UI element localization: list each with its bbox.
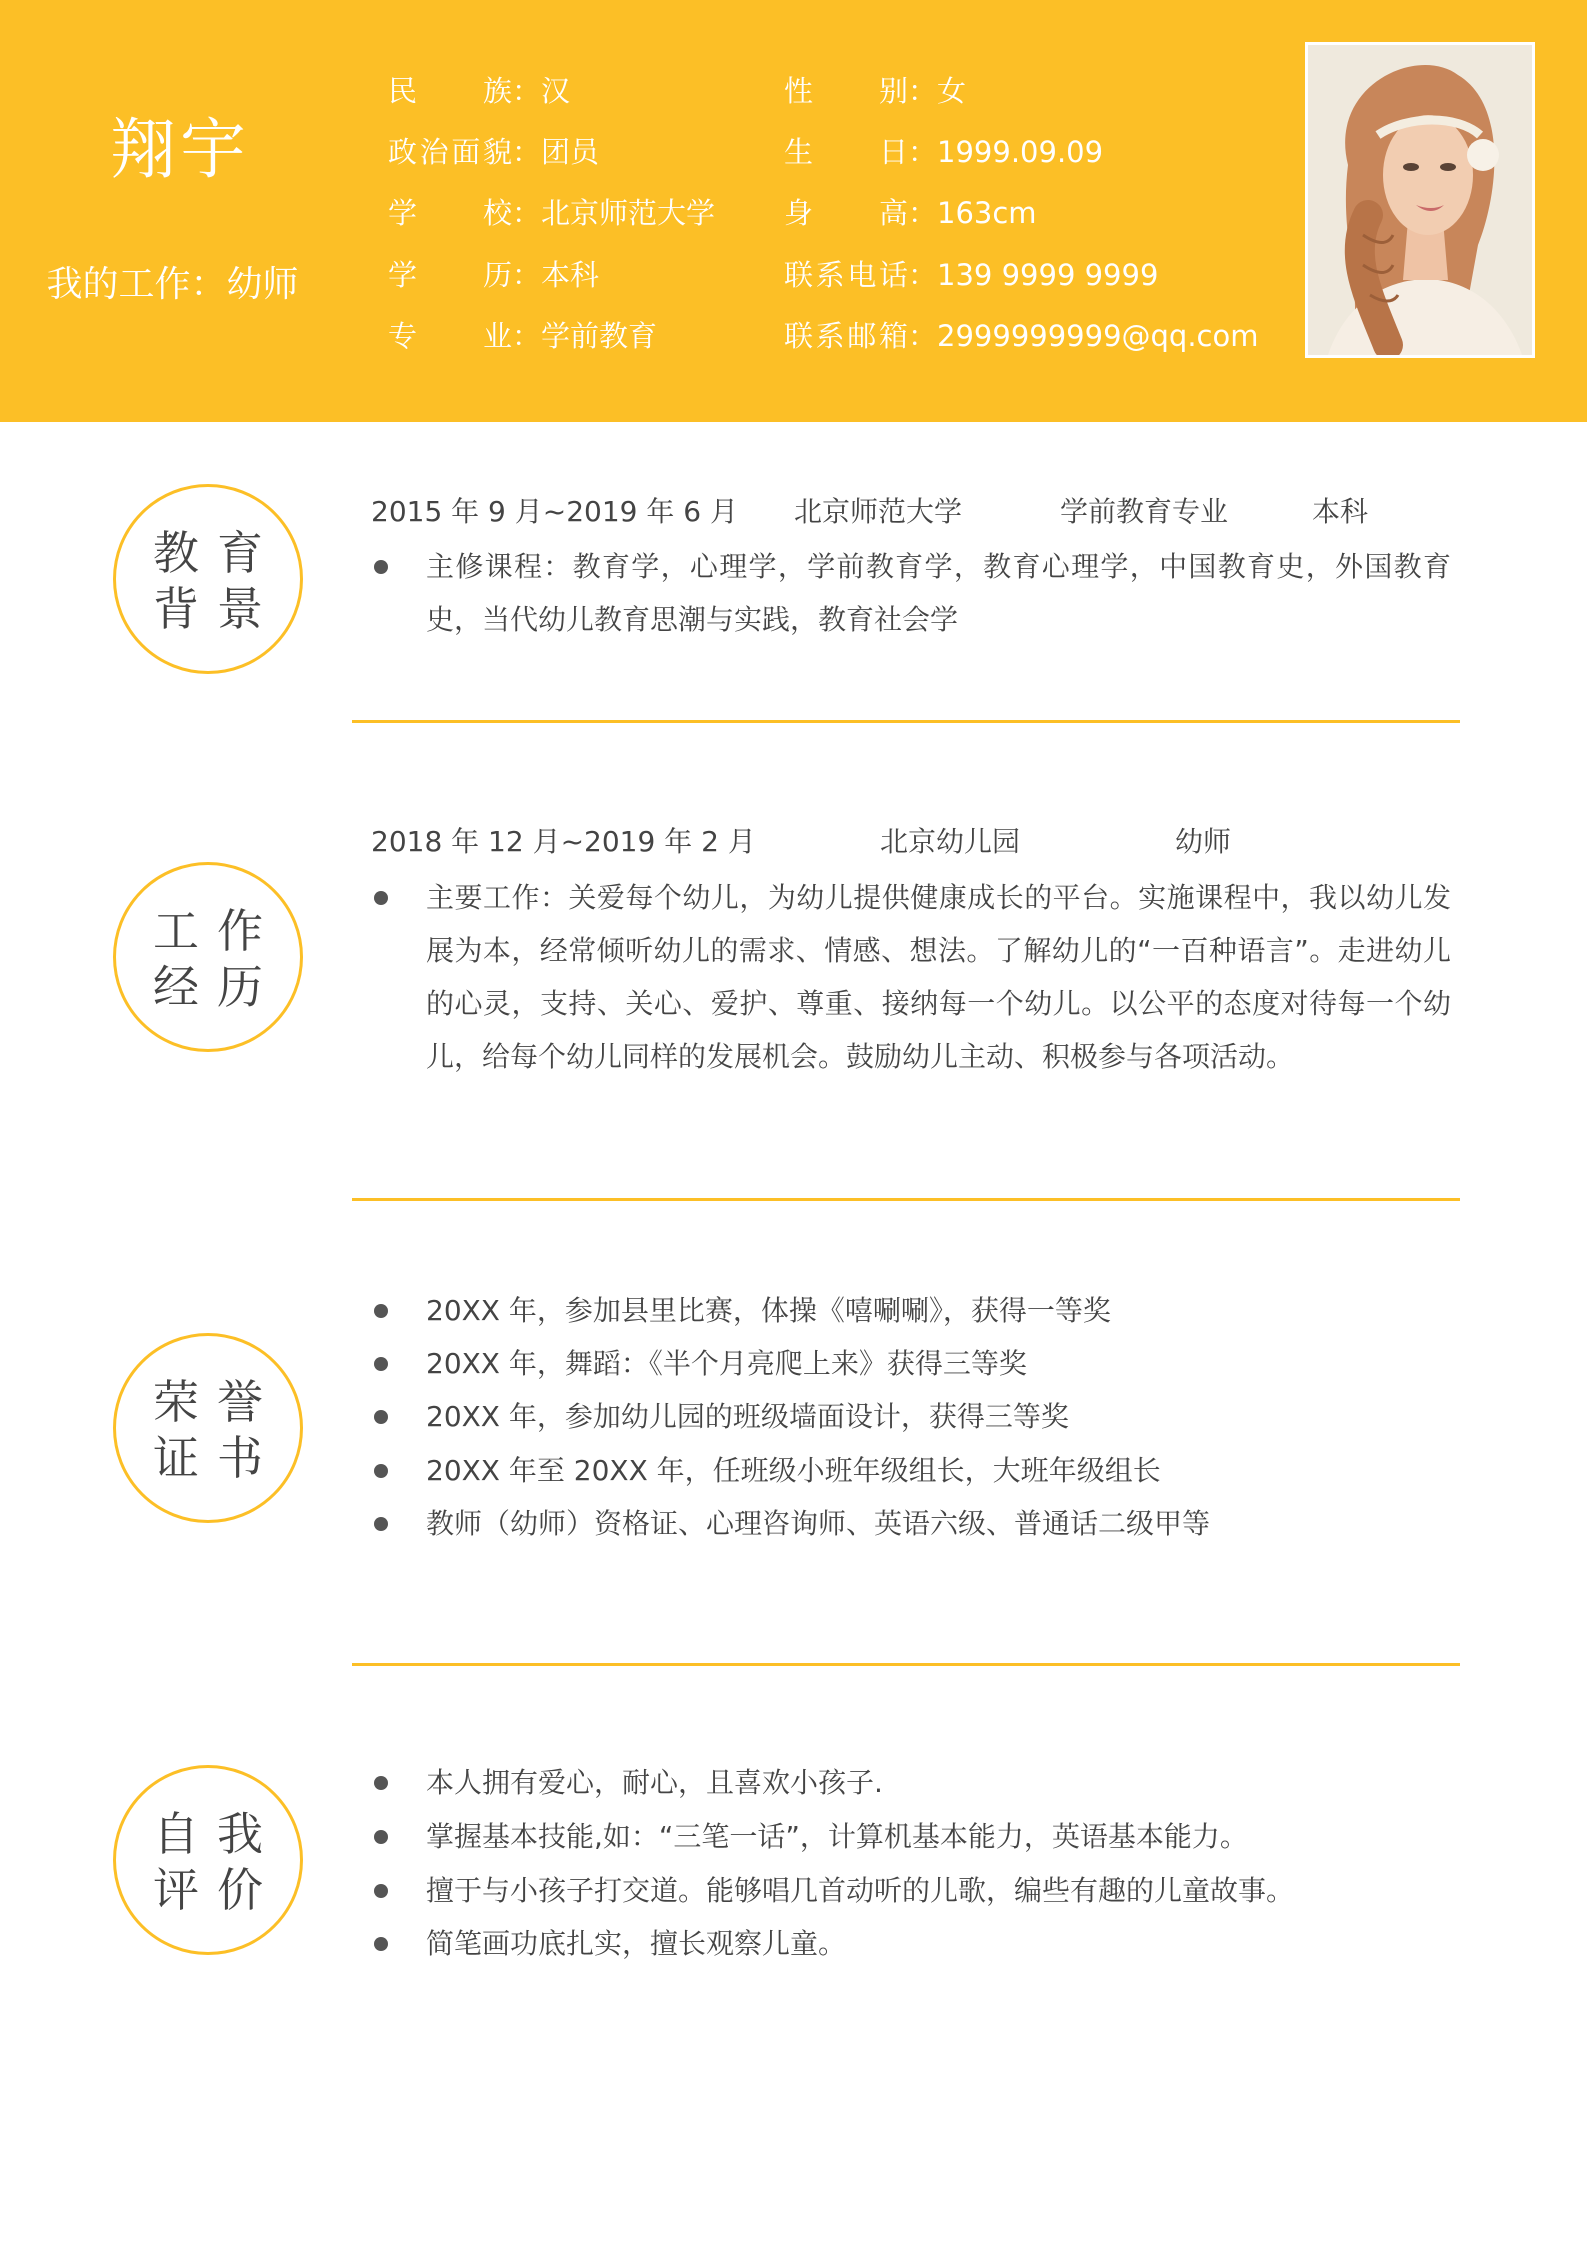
- info-phone: 联系电话：139 9999 9999: [784, 255, 1158, 295]
- bullet-dot: [374, 1884, 388, 1898]
- honor-item: 20XX 年，参加县里比赛，体操《嘻唰唰》，获得一等奖: [426, 1294, 1111, 1327]
- self-eval-item: 掌握基本技能,如：“三笔一话”，计算机基本能力，英语基本能力。: [426, 1820, 1248, 1853]
- section-divider: [352, 720, 1460, 723]
- honor-item: 20XX 年，参加幼儿园的班级墙面设计，获得三等奖: [426, 1400, 1069, 1433]
- self-eval-item: 简笔画功底扎实，擅长观察儿童。: [426, 1927, 847, 1960]
- section-title-line1: 自我: [153, 1807, 281, 1861]
- section-title-line1: 教育: [153, 526, 281, 580]
- section-badge-work: [113, 862, 303, 1052]
- education-school: 北京师范大学: [794, 495, 963, 528]
- info-value: 汉: [541, 74, 571, 108]
- info-value: 女: [937, 74, 967, 108]
- info-major: 专业：学前教育: [388, 316, 657, 356]
- info-birthday: 生日：1999.09.09: [784, 132, 1103, 172]
- info-political-status: 政治面貌：团员: [388, 132, 599, 172]
- info-degree: 学历：本科: [388, 255, 599, 295]
- section-title-line2: 经历: [153, 960, 281, 1014]
- education-degree: 本科: [1312, 495, 1369, 528]
- section-title-line1: 荣誉: [153, 1375, 281, 1429]
- section-title-line2: 评价: [153, 1863, 281, 1917]
- info-label: 性别: [784, 74, 908, 108]
- honor-item: 20XX 年至 20XX 年，任班级小班年级组长，大班年级组长: [426, 1454, 1161, 1487]
- job-label: 我的工作：: [46, 264, 227, 305]
- work-position: 幼师: [1175, 825, 1232, 858]
- education-major: 学前教育专业: [1060, 495, 1229, 528]
- bullet-dot: [374, 1517, 388, 1531]
- info-label: 民族: [388, 74, 512, 108]
- self-eval-item: 本人拥有爱心，耐心，且喜欢小孩子.: [426, 1766, 883, 1799]
- info-value: 学前教育: [541, 319, 658, 353]
- portrait-illustration: [1308, 45, 1532, 355]
- info-school: 学校：北京师范大学: [388, 193, 715, 233]
- info-label: 学历: [388, 258, 512, 292]
- candidate-name: 翔宇: [110, 111, 250, 188]
- work-company: 北京幼儿园: [880, 825, 1021, 858]
- self-eval-item: 擅于与小孩子打交道。能够唱几首动听的儿歌，编些有趣的儿童故事。: [426, 1874, 1295, 1907]
- honor-item: 教师（幼师）资格证、心理咨询师、英语六级、普通话二级甲等: [426, 1507, 1211, 1540]
- profile-photo: [1305, 42, 1535, 358]
- info-value: 2999999999@qq.com: [937, 319, 1259, 353]
- section-divider: [352, 1198, 1460, 1201]
- honor-item: 20XX 年，舞蹈：《半个月亮爬上来》获得三等奖: [426, 1347, 1027, 1380]
- bullet-dot: [374, 560, 388, 574]
- header-banner: [0, 0, 1587, 422]
- bullet-dot: [374, 1464, 388, 1478]
- work-period: 2018 年 12 月~2019 年 2 月: [371, 825, 756, 858]
- section-title-line2: 背景: [153, 582, 281, 636]
- info-gender: 性别：女: [784, 71, 966, 111]
- job-title: [0, 256, 345, 307]
- education-period: 2015 年 9 月~2019 年 6 月: [371, 495, 739, 528]
- info-height: 身高：163cm: [784, 193, 1037, 233]
- info-value: 163cm: [937, 196, 1037, 230]
- info-label: 政治面貌: [388, 135, 512, 169]
- education-courses: 主修课程：教育学，心理学，学前教育学，教育心理学，中国教育史，外国教育史，当代幼儿教育思潮与实践，教育社会学: [426, 550, 1451, 636]
- bullet-dot: [374, 1830, 388, 1844]
- info-label: 联系电话: [784, 258, 908, 292]
- info-email: 联系邮箱：2999999999@qq.com: [784, 316, 1259, 356]
- section-title-line1: 工作: [153, 904, 281, 958]
- job-value: 幼师: [226, 264, 299, 305]
- bullet-dot: [374, 1937, 388, 1951]
- info-value: 139 9999 9999: [937, 258, 1159, 292]
- info-label: 身高: [784, 196, 908, 230]
- bullet-dot: [374, 1304, 388, 1318]
- section-divider: [352, 1663, 1460, 1666]
- bullet-dot: [374, 1776, 388, 1790]
- section-badge-education: [113, 484, 303, 674]
- info-label: 学校: [388, 196, 512, 230]
- info-ethnicity: 民族：汉: [388, 71, 570, 111]
- info-value: 团员: [541, 135, 600, 169]
- info-label: 联系邮箱: [784, 319, 908, 353]
- info-value: 本科: [541, 258, 600, 292]
- section-badge-honors: [113, 1333, 303, 1523]
- bullet-dot: [374, 1357, 388, 1371]
- info-value: 1999.09.09: [937, 135, 1104, 169]
- info-label: 专业: [388, 319, 512, 353]
- work-description: 主要工作：关爱每个幼儿，为幼儿提供健康成长的平台。实施课程中，我以幼儿发展为本，经常倾听幼儿的需求、情感、想法。了解幼儿的“一百种语言”。走进幼儿的心灵，支持、关心、爱护、尊重、接纳每一个幼儿。以公平的态度对待每一个幼儿，给每个幼儿同样的发展机会。鼓励幼儿主动、积极参与各项活动。: [426, 881, 1451, 1073]
- info-value: 北京师范大学: [541, 196, 716, 230]
- info-label: 生日: [784, 135, 908, 169]
- bullet-dot: [374, 1410, 388, 1424]
- bullet-dot: [374, 891, 388, 905]
- section-badge-self-evaluation: [113, 1765, 303, 1955]
- section-title-line2: 证书: [153, 1431, 281, 1485]
